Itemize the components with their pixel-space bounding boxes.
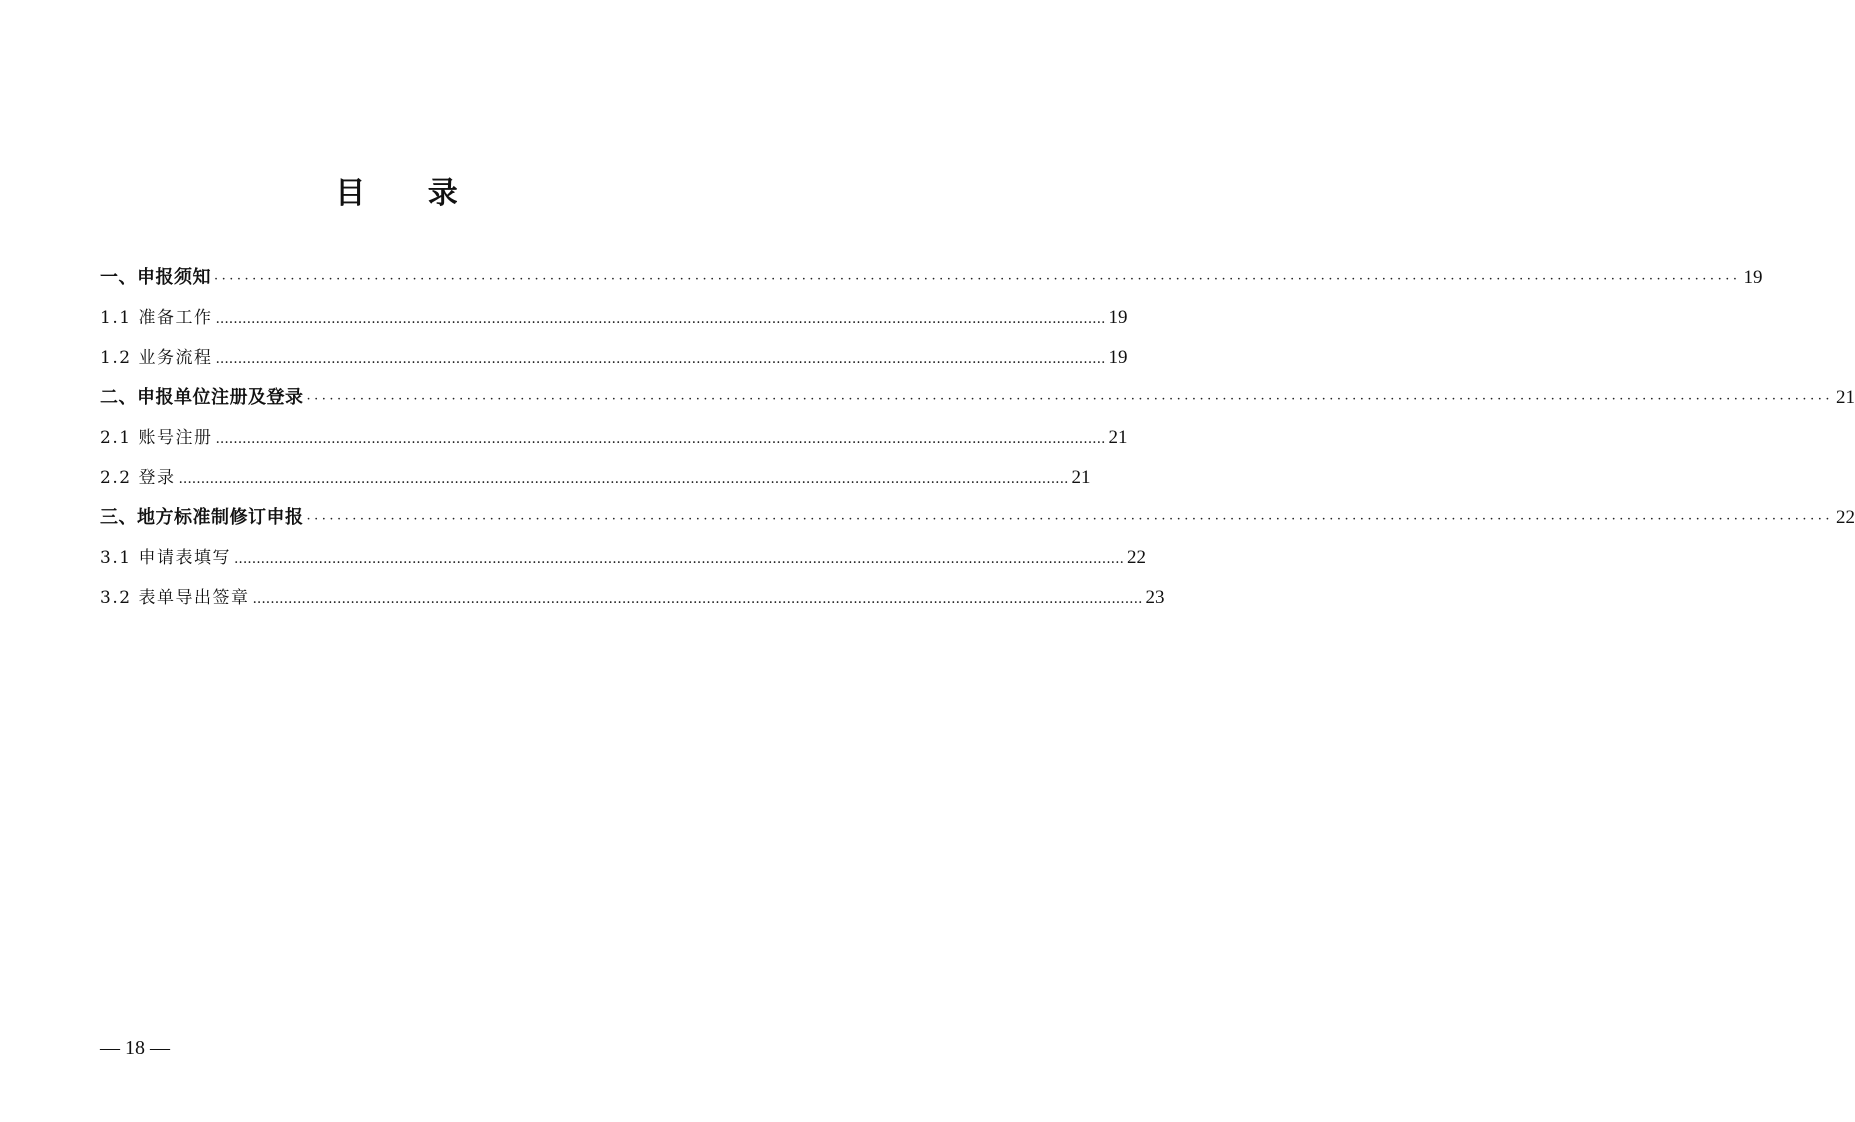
toc-entry-2-2[interactable]: [100, 458, 1091, 498]
toc-entry-label: 一、申报须知: [100, 267, 211, 288]
toc-entry-label: 3.1 申请表填写: [100, 548, 231, 568]
toc-dot-leader: ........................................................................................................................................................................................................: [215, 311, 1106, 327]
toc-entry-page: 21: [1071, 467, 1091, 488]
toc-entry-3-1[interactable]: [100, 538, 1146, 578]
toc-entry-label: 2.1 账号注册: [100, 428, 213, 448]
toc-dot-leader: ........................................................................................................................................................................................................: [252, 591, 1143, 607]
page-title: 目 录: [335, 176, 484, 211]
toc-entry-page: 22: [1835, 507, 1855, 528]
toc-entry-2-1[interactable]: [100, 418, 1128, 458]
toc-entry-label: 三、地方标准制修订申报: [100, 507, 304, 528]
toc-entry-page: 19: [1108, 307, 1128, 328]
toc-entry-label: 1.1 准备工作: [100, 308, 213, 328]
toc-entry-section-1[interactable]: [100, 258, 1763, 298]
toc-entry-1-1[interactable]: [100, 298, 1128, 338]
toc-entry-section-2[interactable]: [100, 378, 1855, 418]
toc-dot-leader: ........................................................................................................................................................................................................: [215, 351, 1106, 367]
toc-entry-page: 21: [1108, 427, 1128, 448]
toc-dot-leader: ........................................................................................................................................................................................................: [233, 551, 1124, 567]
toc-entry-label: 2.2 登录: [100, 468, 176, 488]
toc-entry-page: 22: [1127, 547, 1146, 568]
toc-entry-label: 1.2 业务流程: [100, 348, 213, 368]
toc-dot-leader: ········································································································································································································: [214, 272, 1741, 287]
toc-entry-3-2[interactable]: [100, 578, 1165, 618]
toc-entry-page: 23: [1145, 587, 1165, 608]
toc-entry-section-3[interactable]: [100, 498, 1855, 538]
toc-dot-leader: ········································································································································································································: [306, 392, 1833, 407]
toc-dot-leader: ........................................................................................................................................................................................................: [215, 431, 1106, 447]
toc-entry-label: 3.2 表单导出签章: [100, 588, 250, 608]
toc-entry-1-2[interactable]: [100, 338, 1128, 378]
toc-dot-leader: ········································································································································································································: [306, 512, 1833, 527]
toc-entry-page: 19: [1743, 267, 1763, 288]
table-of-contents: [100, 258, 1855, 618]
toc-dot-leader: ........................................................................................................................................................................................................: [178, 471, 1069, 487]
toc-entry-label: 二、申报单位注册及登录: [100, 387, 304, 408]
toc-entry-page: 19: [1108, 347, 1128, 368]
toc-entry-page: 21: [1835, 387, 1855, 408]
page-number: — 18 —: [100, 1037, 170, 1059]
